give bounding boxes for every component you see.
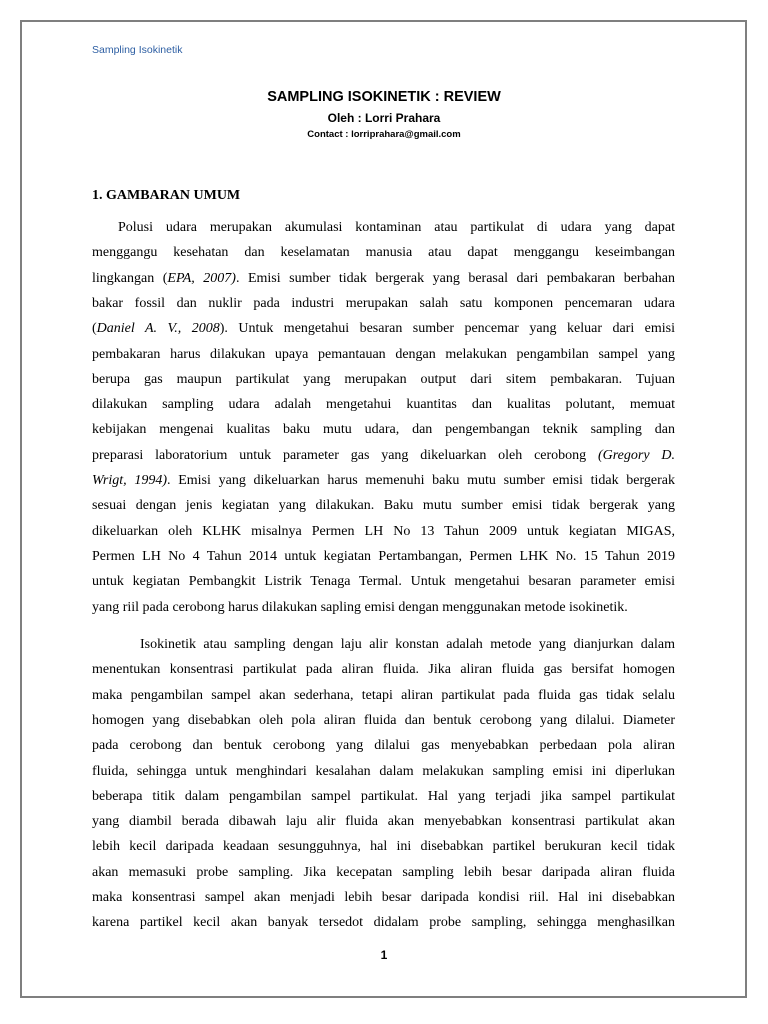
citation-text: (Gregory D. <box>597 447 675 463</box>
body-text: yang diambil berada dibawah laju alir fluida akan menyebabkan konsentrasi partikulat akan <box>92 814 675 830</box>
paragraph-line <box>92 421 675 439</box>
body-text: Polusi udara merupakan akumulasi kontaminan atau partikulat di udara yang dapat <box>118 220 675 235</box>
body-text: ( <box>92 321 97 337</box>
body-text: ). Untuk mengetahui besaran sumber pencemar yang keluar dari emisi <box>219 321 676 337</box>
body-text: preparasi laboratorium untuk parameter gas yang dikeluarkan oleh cerobong <box>92 447 598 463</box>
citation-text: ) <box>231 270 236 286</box>
paragraph-line <box>92 396 675 414</box>
body-text: lebih kecil daripada keadaan sesungguhnya, hal ini disebabkan partikel berukuran kecil tidak <box>92 839 675 855</box>
body-text: bakar fossil dan nuklir pada industri merupakan salah satu komponen pencemaran udara <box>92 295 675 311</box>
paragraph-line <box>92 244 675 262</box>
body-text: lingkangan ( <box>92 270 168 286</box>
paragraph-line <box>92 661 675 679</box>
body-text: . Emisi yang dikeluarkan harus memenuhi baku mutu sumber emisi tidak bergerak <box>167 473 675 488</box>
paragraph-line <box>92 763 675 781</box>
body-text: Isokinetik atau sampling dengan laju alir konstan adalah metode yang dianjurkan dalam <box>140 637 675 652</box>
paragraph-line <box>92 687 675 705</box>
body-text: berupa gas maupun partikulat yang merupakan output dari sitem pembakaran. Tujuan <box>92 371 675 387</box>
paragraph-line <box>92 472 675 490</box>
document-author: Oleh : Lorri Prahara <box>327 111 441 125</box>
body-text: fluida, sehingga untuk menghindari kesalahan dalam melakukan sampling emisi ini diperlukan <box>92 763 675 779</box>
paragraph-line <box>92 320 675 338</box>
paragraph-line <box>140 636 675 654</box>
citation-text: Wrigt, 1994) <box>92 473 167 488</box>
paragraph-line <box>92 523 675 541</box>
paragraph-line <box>92 346 675 364</box>
page-number: 1 <box>380 948 388 962</box>
paragraph-line <box>92 712 675 730</box>
body-text: pembakaran harus dilakukan upaya pemantauan dengan melakukan pengambilan sampel yang <box>92 346 675 362</box>
paragraph-line <box>92 447 675 465</box>
body-text: sesuai dengan jenis kegiatan yang dilakukan. Baku mutu sumber emisi tidak bergerak yang <box>92 498 675 514</box>
body-text: maka pengambilan sampel akan sederhana, tetapi aliran partikulat pada fluida gas tidak selalu <box>92 687 675 703</box>
body-text: homogen yang disebabkan oleh pola aliran fluida dan bentuk cerobong yang dilalui. Diameter <box>92 712 675 728</box>
body-text: maka konsentrasi sampel akan menjadi lebih besar daripada kondisi riil. Hal ini disebabkan <box>92 890 675 905</box>
citation-text: Daniel A. V., 2008 <box>96 321 220 337</box>
paragraph-line <box>92 838 675 856</box>
body-text: akan memasuki probe sampling. Jika kecepatan sampling lebih besar daripada aliran fluida <box>92 864 675 880</box>
paragraph-line <box>118 219 675 237</box>
body-text: kebijakan mengenai kualitas baku mutu udara, dan pengembangan teknik sampling dan <box>92 422 675 438</box>
document-contact: Contact : lorriprahara@gmail.com <box>307 129 461 140</box>
body-text: . Emisi sumber tidak bergerak yang berasal dari pembakaran berbahan <box>235 270 675 286</box>
body-text: beberapa titik dalam pengambilan sampel partikulat. Hal yang terjadi jika sampel partikulat <box>92 788 675 804</box>
body-text: menggangu kesehatan dan keselamatan manusia atau dapat menggangu keseimbangan <box>92 245 675 261</box>
body-text: menentukan konsentrasi partikulat pada aliran fluida. Jika aliran fluida gas bersifat homogen <box>92 662 675 678</box>
paragraph-line <box>92 497 675 515</box>
paragraph-line <box>92 599 675 617</box>
body-text: dilakukan sampling udara adalah mengetahui kuantitas dan kualitas polutant, memuat <box>92 397 675 413</box>
paragraph-line <box>92 914 675 932</box>
paragraph-line <box>92 889 675 907</box>
body-text: karena partikel kecil akan banyak tersedot didalam probe sampling, sehingga menghasilkan <box>92 915 675 931</box>
paragraph-line <box>92 270 675 288</box>
running-header: Sampling Isokinetik <box>92 44 183 56</box>
document-title: SAMPLING ISOKINETIK : REVIEW <box>267 89 501 105</box>
paragraph-line <box>92 788 675 806</box>
paragraph-line <box>92 295 675 313</box>
paragraph-line <box>92 371 675 389</box>
paragraph-line <box>92 737 675 755</box>
body-text: pada cerobong dan bentuk cerobong yang dilalui gas menyebabkan perbedaan pola aliran <box>92 738 675 754</box>
paragraph-line <box>92 813 675 831</box>
paragraph-line <box>92 548 675 566</box>
paragraph-line <box>92 573 675 591</box>
body-text: dikeluarkan oleh KLHK misalnya Permen LH No 13 Tahun 2009 untuk kegiatan MIGAS, <box>92 523 675 539</box>
body-text: untuk kegiatan Pembangkit Listrik Tenaga Termal. Untuk mengetahui besaran parameter emisi <box>92 574 675 590</box>
paragraph-line <box>92 864 675 882</box>
body-text: yang riil pada cerobong harus dilakukan sapling emisi dengan menggunakan metode isokinetik. <box>92 599 628 615</box>
citation-text: EPA, 2007 <box>167 270 232 286</box>
body-text: Permen LH No 4 Tahun 2014 untuk kegiatan Pertambangan, Permen LHK No. 15 Tahun 2019 <box>92 548 675 564</box>
section-heading: 1. GAMBARAN UMUM <box>92 188 241 203</box>
